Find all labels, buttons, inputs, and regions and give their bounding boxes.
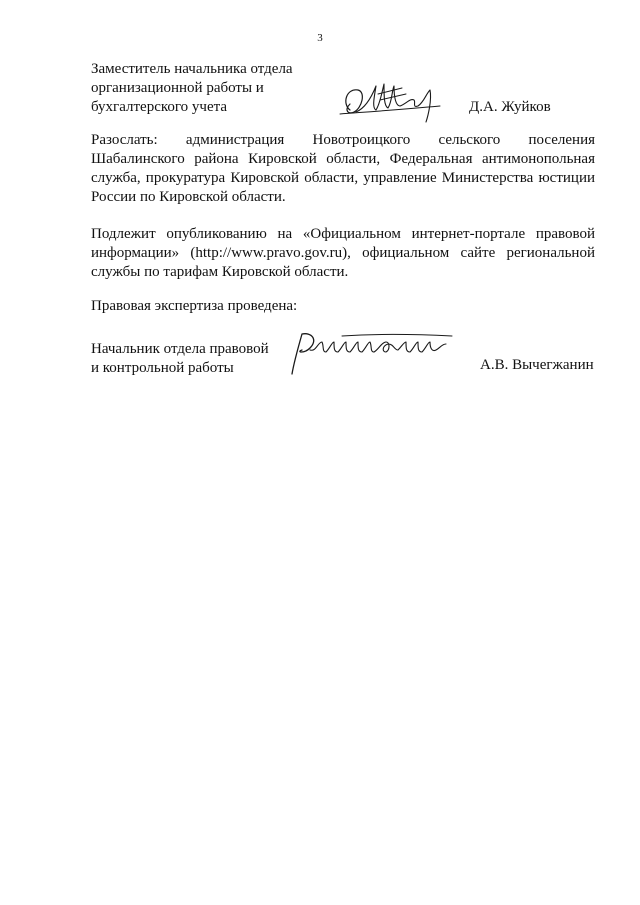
signature-2 [282,328,458,383]
signatory-2-name: А.В. Вычегжанин [480,357,594,373]
distribution-line: служба, прокуратура Кировской области, управление Министерства юстиции [91,170,595,186]
position-line: и контрольной работы [91,360,234,376]
publication-line: службы по тарифам Кировской области. [91,264,349,280]
position-line: Начальник отдела правовой [91,341,269,357]
expertise-note: Правовая экспертиза проведена: [91,298,298,314]
distribution-paragraph [91,131,595,207]
distribution-line: России по Кировской области. [91,189,286,205]
publication-paragraph [91,225,595,282]
signatory-1-name: Д.А. Жуйков [469,99,551,115]
position-line: Заместитель начальника отдела [91,61,293,77]
publication-line: Подлежит опубликованию на «Официальном интернет-портале правовой [91,226,595,242]
page-number: 3 [317,32,323,44]
signatory-1-position [91,60,331,117]
position-line: бухгалтерского учета [91,99,228,115]
distribution-line: Шабалинского района Кировской области, Федеральная антимонопольная [91,151,595,167]
distribution-line: Разослать: администрация Новотроицкого сельского поселения [91,132,595,148]
publication-line: информации» (http://www.pravo.gov.ru), официальном сайте региональной [91,245,595,261]
signature-1 [336,80,448,129]
position-line: организационной работы и [91,80,264,96]
